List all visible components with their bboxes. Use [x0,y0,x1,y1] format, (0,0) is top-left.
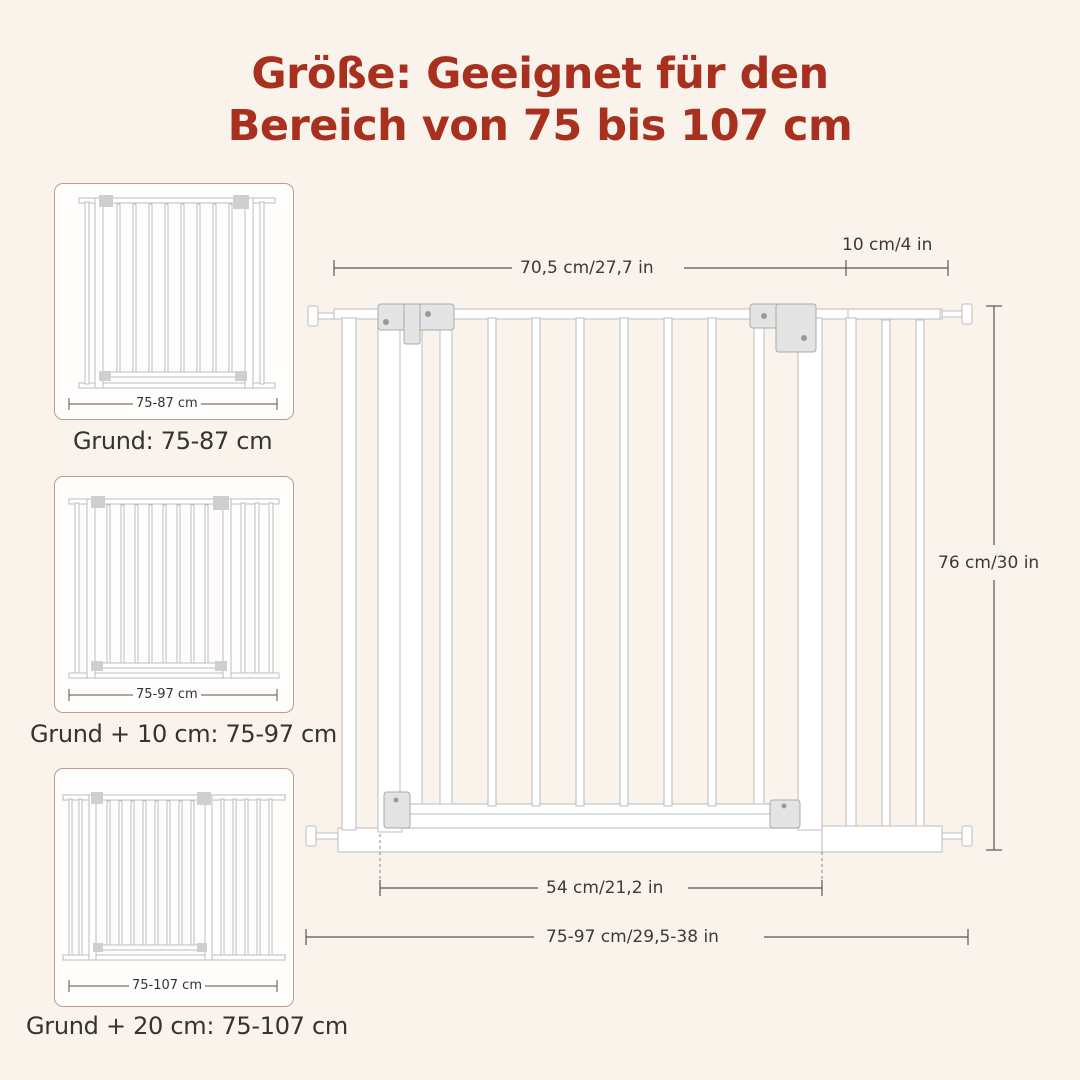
door-left-stile [400,318,422,812]
extension-bar [882,320,890,828]
door-bar [708,318,716,806]
spindle-rod [316,833,338,839]
variant-dimension: 75-107 cm [129,978,205,994]
variant-dimension: 75-97 cm [133,687,201,703]
door-bar [532,318,540,806]
spindle-bottom-right [962,826,972,846]
title-line-2: Bereich von 75 bis 107 cm [227,101,853,151]
left-inner-post [378,320,402,832]
door-width-label: 54 cm/21,2 in [540,878,669,898]
door-bar [488,318,496,806]
door-threshold [398,814,804,828]
door-bar [576,318,584,806]
hinge-block [404,304,420,344]
gate-width-label: 70,5 cm/27,7 in [514,258,660,278]
height-label: 76 cm/30 in [932,553,1045,573]
latch-handle [776,304,816,352]
extension-bar [916,320,924,828]
right-post [798,318,822,830]
door-bar [664,318,672,806]
extension-bottom [822,826,942,852]
spindle-top-left [308,306,318,326]
extension-width-label: 10 cm/4 in [836,235,938,255]
spindle-rod [942,311,962,317]
door-bar [620,318,628,806]
left-outer-post [342,318,356,830]
variant-caption: Grund + 10 cm: 75-97 cm [30,720,337,748]
spindle-rod [942,833,962,839]
hinge-bottom-left [384,792,410,828]
extension-top [848,309,940,319]
variant-caption: Grund + 20 cm: 75-107 cm [26,1012,348,1040]
spindle-top-right [962,304,972,324]
spindle-bottom-left [306,826,316,846]
door-left-bar [440,318,452,812]
extension-post [846,318,856,828]
total-width-label: 75-97 cm/29,5-38 in [540,927,725,947]
spindle-rod [318,313,334,319]
variant-dimension: 75-87 cm [133,396,201,412]
door-right-stile [754,318,764,812]
variant-caption: Grund: 75-87 cm [73,427,273,455]
title-line-1: Größe: Geeignet für den [251,49,829,99]
